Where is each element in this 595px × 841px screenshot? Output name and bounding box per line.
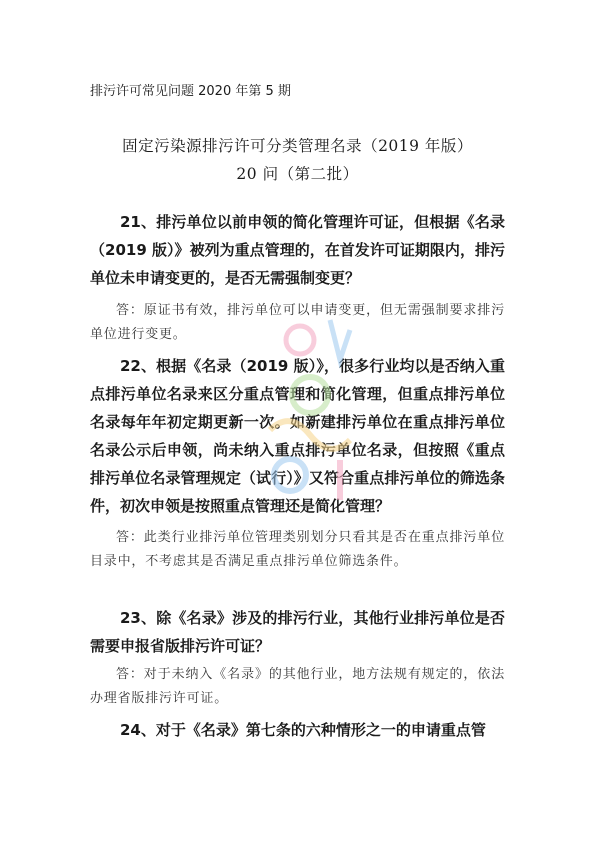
question-23: 23、除《名录》涉及的排污行业，其他行业排污单位是否需要申报省版排污许可证？ [90,609,505,655]
document-title-line1: 固定污染源排污许可分类管理名录（2019 年版） [122,137,473,155]
question-21: 21、排污单位以前申领的简化管理许可证，但根据《名录（2019 版）》被列为重点管理的，在首发许可证期限内，排污单位未申请变更的，是否无需强制变更？ [90,213,505,287]
answer-23: 答：对于未纳入《名录》的其他行业，地方法规有规定的，依法办理省版排污许可证。 [90,667,505,706]
document-header: 排污许可常见问题 2020 年第 5 期 [90,84,291,99]
document-title-line2: 20 问（第二批） [236,165,359,183]
answer-21: 答：原证书有效，排污单位可以申请变更，但无需强制要求排污单位进行变更。 [90,303,505,342]
question-22: 22、根据《名录（2019 版）》，很多行业均以是否纳入重点排污单位名录来区分重点管理和简化管理，但重点排污单位名录每年年初定期更新一次。如新建排污单位在重点排污单位名录公示后申领，尚未纳入重点排污单位名录，但按照《重点排污单位名录管理规定（试行）》又符合重点排污单位的筛选条件，初次申领是按照重点管理还是简化管理？ [90,357,505,515]
question-24: 24、对于《名录》第七条的六种情形之一的申请重点管 [120,721,486,739]
answer-22: 答：此类行业排污单位管理类别划分只看其是否在重点排污单位目录中，不考虑其是否满足重点排污单位筛选条件。 [90,530,505,569]
